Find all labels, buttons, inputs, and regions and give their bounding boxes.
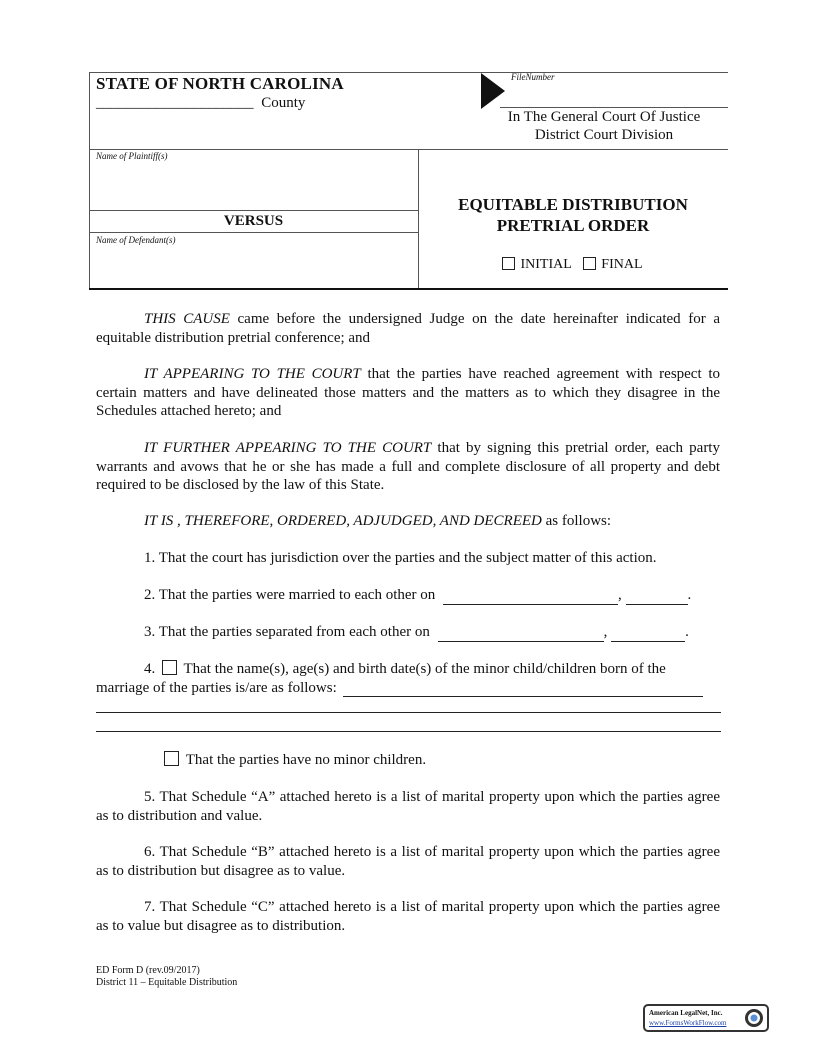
vendor-logo[interactable] [643, 1004, 769, 1032]
order-type-options [502, 257, 643, 273]
plaintiff-field[interactable] [92, 164, 414, 208]
comma: , [618, 587, 622, 603]
initial-checkbox[interactable] [502, 257, 515, 270]
lead-appearing: IT APPEARING TO THE COURT [144, 366, 361, 382]
county-line [96, 95, 305, 112]
form-district: District 11 – Equitable Distribution [96, 977, 238, 988]
item-5-text: 5. That Schedule “A” attached hereto is a list of marital property upon which the parties agree as to distribution and value. [96, 789, 720, 824]
item-2 [96, 586, 720, 605]
form-title-line1: EQUITABLE DISTRIBUTION [458, 195, 688, 214]
item-6-text: 6. That Schedule “B” attached hereto is a list of marital property upon which the parties agree as to distribution but disagree as to value. [96, 844, 720, 879]
court-name: In The General Court Of Justice [507, 109, 701, 125]
separation-year-field[interactable] [611, 627, 685, 642]
versus-top-line [89, 210, 418, 211]
form-title-line2: PRETRIAL ORDER [496, 216, 650, 235]
final-label: FINAL [601, 257, 643, 272]
county-label: County [261, 95, 306, 111]
no-minor-children-checkbox[interactable] [164, 751, 179, 766]
no-minor-children-row [164, 751, 426, 769]
item-1 [96, 549, 720, 568]
form-title [419, 194, 727, 236]
state-heading: STATE OF NORTH CAROLINA [96, 74, 344, 93]
lead-this-cause: THIS CAUSE [144, 311, 230, 327]
logo-company: American LegalNet, Inc. [649, 1009, 723, 1017]
separation-date-field[interactable] [438, 627, 604, 642]
paragraph-decreed-text: as follows: [541, 513, 612, 529]
item-7 [96, 898, 720, 935]
paragraph-this-cause-text: came before the undersigned Judge on the date hereinafter indicated for a equitable distribution pretrial conference; and [96, 311, 720, 346]
court-division: District Court Division [534, 127, 674, 143]
plaintiff-label: Name of Plaintiff(s) [96, 151, 168, 161]
marriage-year-field[interactable] [626, 590, 688, 605]
versus-bottom-line [89, 232, 418, 233]
item-4-number: 4. [144, 661, 156, 677]
file-number-field[interactable] [506, 84, 728, 106]
children-details-field-3[interactable] [96, 731, 721, 732]
paragraph-this-cause [96, 310, 720, 347]
header-divider [89, 149, 728, 150]
item-2-text: 2. That the parties were married to each other on [144, 587, 436, 603]
children-details-field-2[interactable] [96, 712, 721, 713]
header-top-border [89, 72, 728, 73]
no-minor-children-text: That the parties have no minor children. [185, 752, 427, 768]
defendant-label: Name of Defendant(s) [96, 235, 176, 245]
header-left-border [89, 72, 90, 290]
paragraph-decreed [96, 512, 720, 531]
county-blank[interactable]: _____________________ [96, 95, 254, 111]
caption-bottom-border [89, 288, 728, 290]
item-3-text: 3. That the parties separated from each other on [144, 624, 430, 640]
form-id: ED Form D (rev.09/2017) [96, 965, 200, 976]
form-footer [96, 965, 237, 989]
item-4-text: That the name(s), age(s) and birth date(s) of the minor child/children born of the [183, 661, 666, 677]
comma: , [603, 624, 608, 640]
paragraph-further-appearing-text: that by signing this pretrial order, each party warrants and avows that he or she has made a full and complete disclosure of all property and debt required to be disclosed by the law of this State. [96, 440, 720, 493]
period: . [685, 624, 689, 640]
item-4 [96, 660, 720, 697]
paragraph-appearing [96, 365, 720, 421]
minor-children-checkbox[interactable] [162, 660, 177, 675]
logo-url: www.FormsWorkFlow.com [649, 1019, 727, 1027]
final-checkbox[interactable] [583, 257, 596, 270]
file-number-arrow-icon [480, 72, 506, 110]
period: . [687, 587, 692, 603]
item-1-text: 1. That the court has jurisdiction over the parties and the subject matter of this action. [144, 550, 657, 566]
logo-globe-icon [744, 1008, 764, 1028]
marriage-date-field[interactable] [443, 590, 618, 605]
lead-decreed: IT IS , THEREFORE, ORDERED, ADJUDGED, AND DECREED [144, 513, 542, 529]
initial-label: INITIAL [520, 257, 572, 272]
item-3 [96, 623, 720, 642]
paragraph-appearing-text: that the parties have reached agreement with respect to certain matters and have delineated those matters and the matters as to which they disagree in the Schedules attached hereto; and [96, 366, 720, 419]
item-7-text: 7. That Schedule “C” attached hereto is a list of marital property upon which the parties agree as to value but disagree as to distribution. [96, 899, 720, 934]
file-number-label: FileNumber [511, 72, 555, 82]
defendant-field[interactable] [92, 248, 414, 286]
file-number-line [500, 107, 728, 108]
item-6 [96, 843, 720, 880]
item-5 [96, 788, 720, 825]
lead-further-appearing: IT FURTHER APPEARING TO THE COURT [144, 440, 432, 456]
item-4-text-2: marriage of the parties is/are as follows: [96, 679, 337, 696]
paragraph-further-appearing [96, 439, 720, 495]
versus-label: VERSUS [223, 213, 284, 229]
children-details-field-1[interactable] [343, 682, 703, 697]
